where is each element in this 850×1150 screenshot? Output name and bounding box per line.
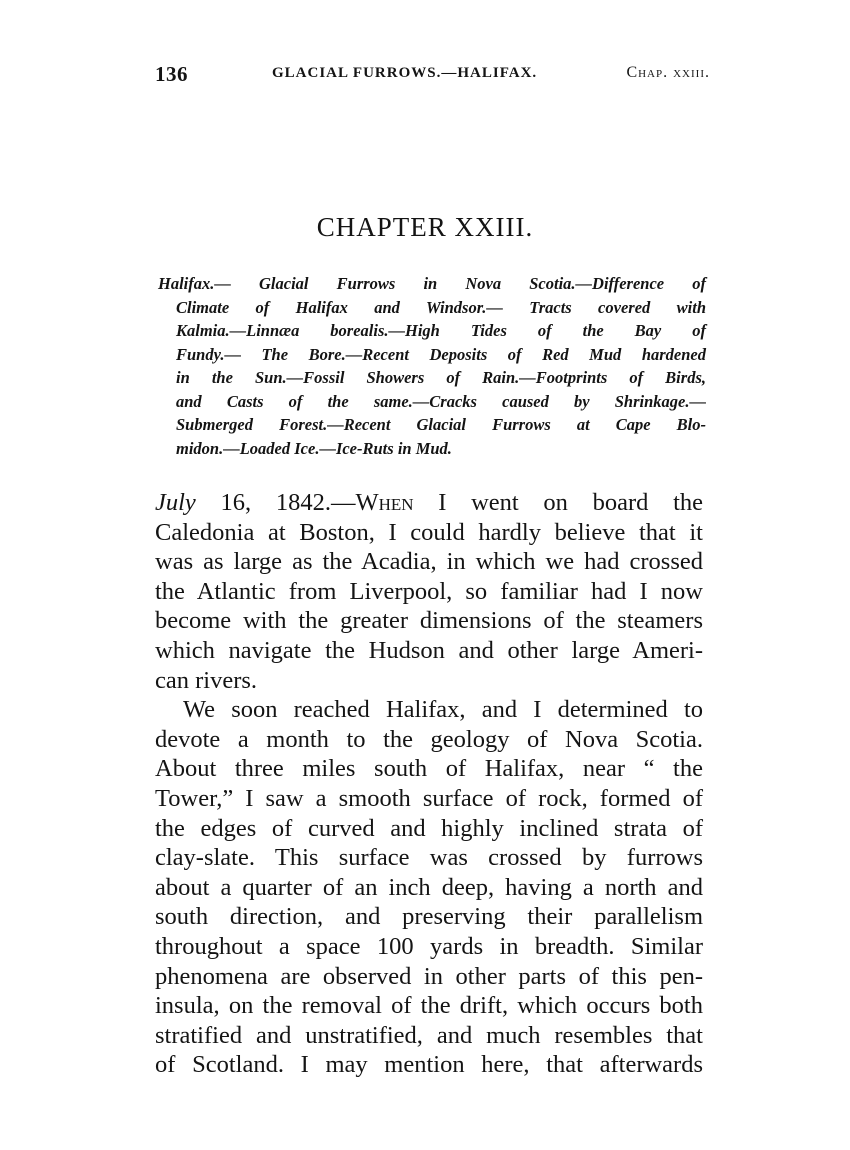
paragraph-line: insula, on the removal of the drift, which occurs both xyxy=(155,992,703,1020)
paragraph-line: south direction, and preserving their parallelism xyxy=(155,903,703,931)
summary-line: Kalmia.—Linnæa borealis.—High Tides of the Bay of xyxy=(176,321,706,340)
paragraph-line: can rivers. xyxy=(155,666,258,694)
paragraph-line: Caledonia at Boston, I could hardly believe that it xyxy=(155,518,703,546)
paragraph-line: of Scotland. I may mention here, that afterwards xyxy=(155,1051,703,1079)
paragraph-line: About three miles south of Halifax, near “ the xyxy=(155,755,703,783)
paragraph-line: We soon reached Halifax, and I determined to xyxy=(183,696,703,724)
running-head xyxy=(155,62,710,92)
running-head-title: GLACIAL FURROWS.—HALIFAX. xyxy=(272,65,538,81)
first-line-rest: I went on board the xyxy=(413,489,704,516)
paragraph-line: which navigate the Hudson and other large Ameri- xyxy=(155,636,703,664)
paragraph-line: phenomena are observed in other parts of this pen- xyxy=(155,962,703,990)
summary-line: Submerged Forest.—Recent Glacial Furrows at Cape Blo- xyxy=(176,415,706,434)
paragraph-line: clay-slate. This surface was crossed by furrows xyxy=(155,844,703,872)
running-head-chapter: Chap. xxiii. xyxy=(626,64,710,81)
paragraph-1-first-line xyxy=(155,488,703,518)
chapter-summary xyxy=(158,272,706,460)
date-rest: 16, 1842.— xyxy=(195,489,356,516)
paragraph-line: throughout a space 100 yards in breadth. Similar xyxy=(155,932,703,960)
body-text xyxy=(155,488,703,1080)
chapter-title: CHAPTER XXIII. xyxy=(316,212,534,242)
summary-line: midon.—Loaded Ice.—Ice-Ruts in Mud. xyxy=(176,438,452,458)
paragraph-line: the Atlantic from Liverpool, so familiar had I now xyxy=(155,577,703,605)
summary-line: in the Sun.—Fossil Showers of Rain.—Footprints of Birds, xyxy=(176,368,706,387)
summary-line: Climate of Halifax and Windsor.— Tracts covered with xyxy=(176,297,706,317)
summary-line: Halifax.— Glacial Furrows in Nova Scotia.—Difference of xyxy=(158,274,706,293)
paragraph-line: was as large as the Acadia, in which we had crossed xyxy=(155,548,703,576)
date-word: July xyxy=(155,489,196,516)
paragraph-line: stratified and unstratified, and much resembles that xyxy=(155,1021,703,1049)
page-number: 136 xyxy=(155,62,188,86)
paragraph-line: Tower,” I saw a smooth surface of rock, formed of xyxy=(155,784,703,812)
paragraph-line: become with the greater dimensions of the steamers xyxy=(155,607,703,635)
paragraph-line: devote a month to the geology of Nova Scotia. xyxy=(155,725,703,753)
summary-line: Fundy.— The Bore.—Recent Deposits of Red Mud hardened xyxy=(176,344,706,364)
lead-word: When xyxy=(355,489,414,516)
paragraph-line: the edges of curved and highly inclined strata of xyxy=(155,814,703,842)
paragraph-line: about a quarter of an inch deep, having a north and xyxy=(155,873,703,901)
summary-line: and Casts of the same.—Cracks caused by Shrinkage.— xyxy=(176,391,706,411)
